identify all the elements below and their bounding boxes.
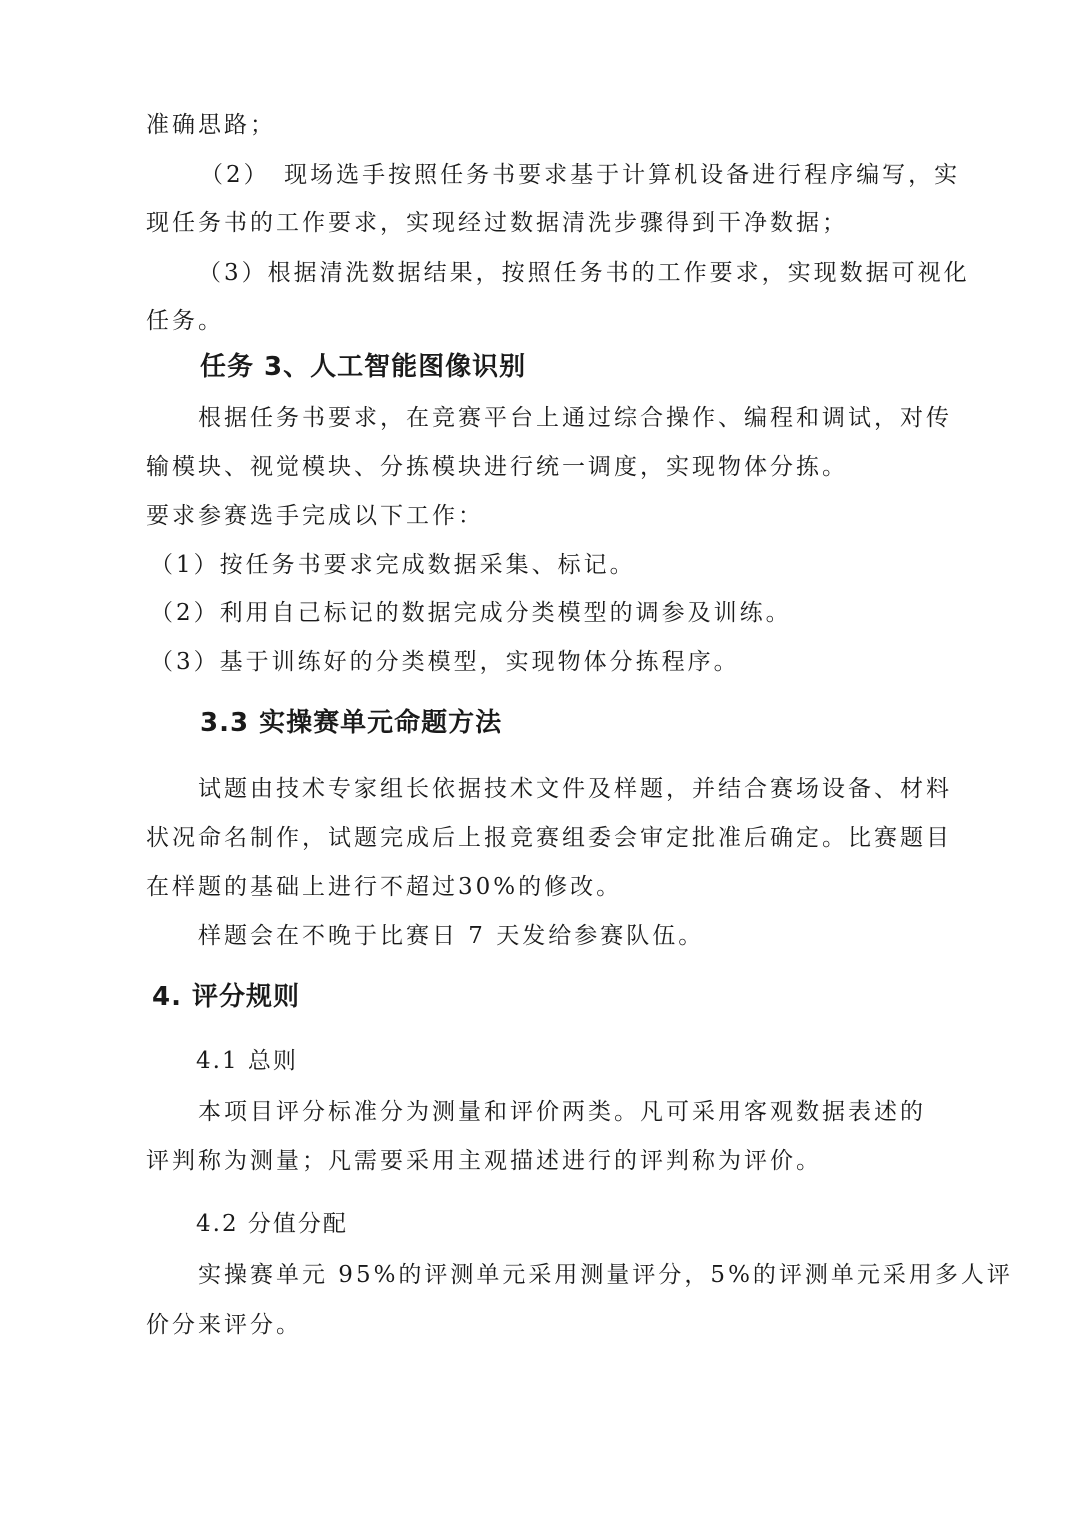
list-item: （2）利用自己标记的数据完成分类模型的调参及训练。 <box>150 600 792 626</box>
paragraph-line: 输模块、视觉模块、分拣模块进行统一调度，实现物体分拣。 <box>146 454 848 480</box>
list-item: （3）根据清洗数据结果，按照任务书的工作要求，实现数据可视化 <box>198 260 970 286</box>
section-3-3-heading: 3.3 实操赛单元命题方法 <box>200 708 503 738</box>
task3-heading: 任务 3、人工智能图像识别 <box>200 352 527 382</box>
section-4-2-heading: 4.2 分值分配 <box>196 1211 348 1237</box>
paragraph-line: 要求参赛选手完成以下工作： <box>146 503 484 529</box>
paragraph-line: 状况命名制作，试题完成后上报竞赛组委会审定批准后确定。比赛题目 <box>146 825 952 851</box>
paragraph-line: 现任务书的工作要求，实现经过数据清洗步骤得到干净数据； <box>146 210 848 236</box>
paragraph-line: 价分来评分。 <box>146 1312 302 1338</box>
list-item: （3）基于训练好的分类模型，实现物体分拣程序。 <box>150 649 740 675</box>
paragraph-line: 在样题的基础上进行不超过30%的修改。 <box>146 874 623 900</box>
paragraph-line: 准确思路； <box>146 112 276 138</box>
paragraph-line: 试题由技术专家组长依据技术文件及样题，并结合赛场设备、材料 <box>198 776 952 802</box>
paragraph-line: 任务。 <box>146 308 224 334</box>
paragraph-line: 实操赛单元 95%的评测单元采用测量评分，5%的评测单元采用多人评 <box>198 1262 1013 1288</box>
list-item: （1）按任务书要求完成数据采集、标记。 <box>150 552 636 578</box>
section-4-heading: 4. 评分规则 <box>152 982 301 1012</box>
paragraph-line: 本项目评分标准分为测量和评价两类。凡可采用客观数据表述的 <box>198 1099 926 1125</box>
section-4-1-heading: 4.1 总则 <box>196 1048 298 1074</box>
paragraph-line: 评判称为测量；凡需要采用主观描述进行的评判称为评价。 <box>146 1148 822 1174</box>
list-item: （2） 现场选手按照任务书要求基于计算机设备进行程序编写，实 <box>200 162 961 188</box>
paragraph-line: 样题会在不晚于比赛日 7 天发给参赛队伍。 <box>198 923 705 949</box>
paragraph-line: 根据任务书要求，在竞赛平台上通过综合操作、编程和调试，对传 <box>198 405 952 431</box>
